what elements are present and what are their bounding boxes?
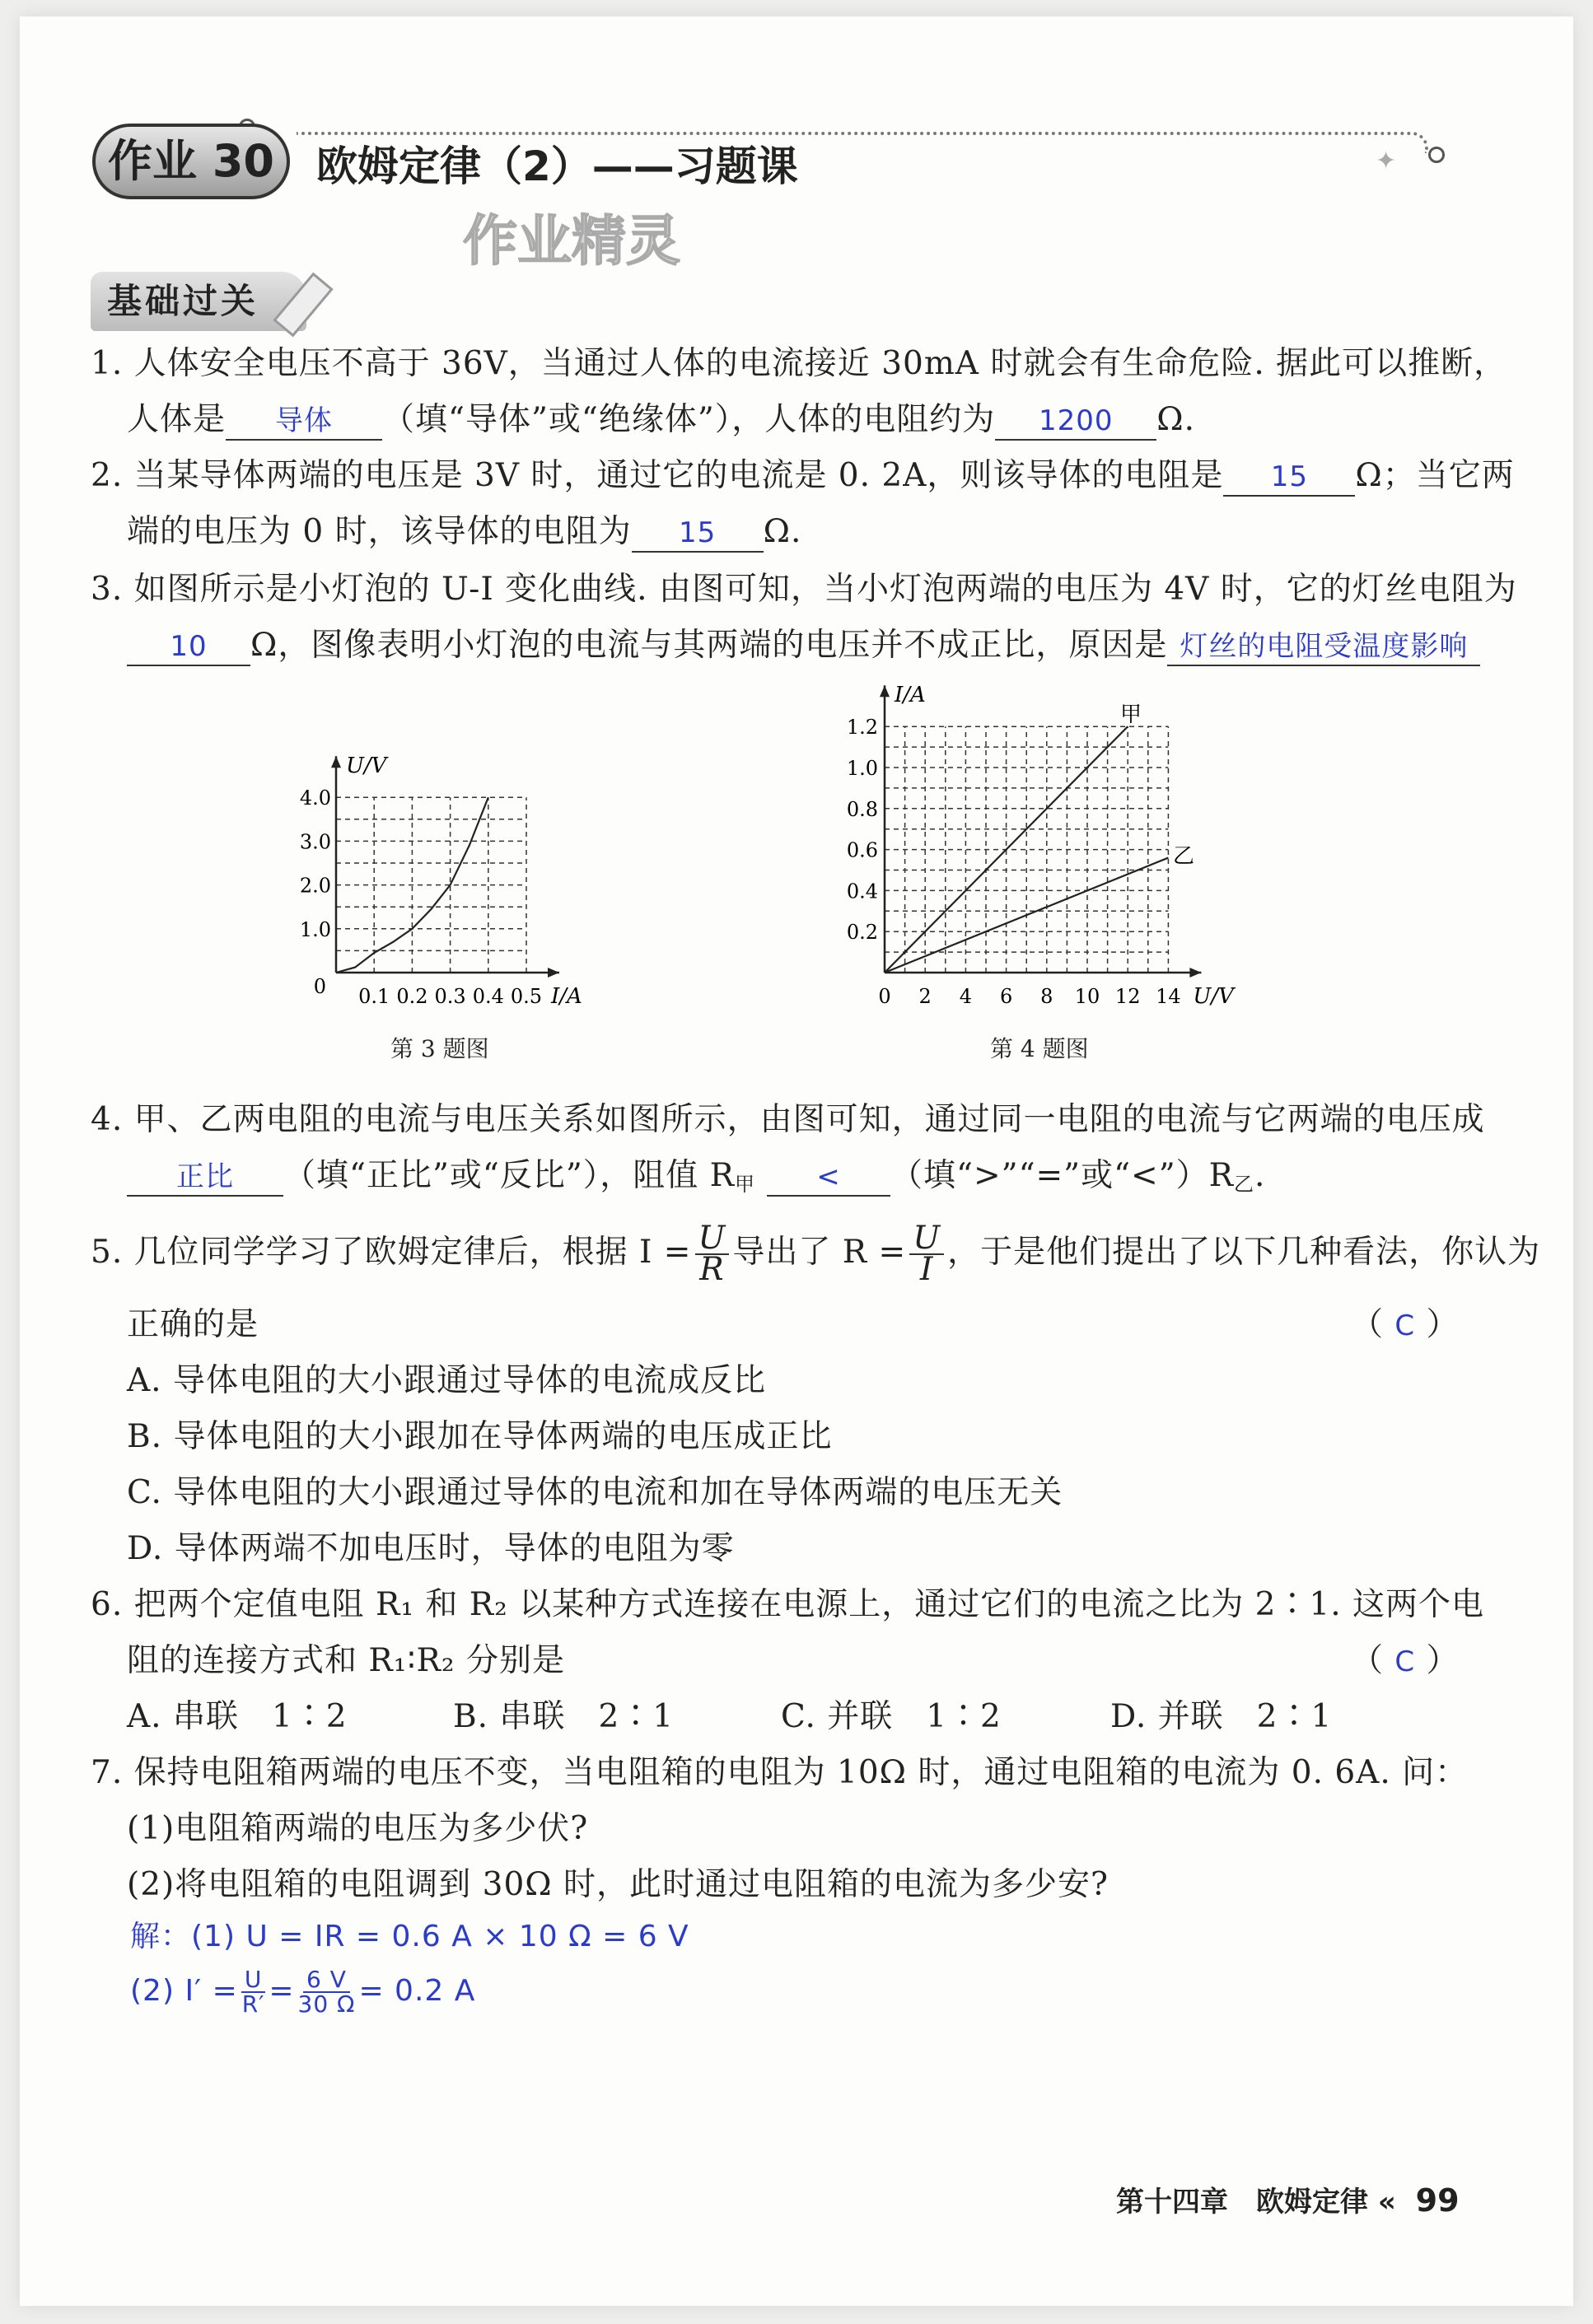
denominator: I	[919, 1251, 934, 1288]
footer	[1116, 2181, 1460, 2222]
series-line-乙	[885, 858, 1168, 973]
q7-line1: 7. 保持电阻箱两端的电压不变，当电阻箱的电阻为 10Ω 时，通过电阻箱的电流为 0. 6A. 问：	[91, 1754, 1469, 1791]
x-axis-label: U/V	[1193, 984, 1234, 1009]
y-axis-label: U/V	[346, 754, 387, 779]
y-tick-label: 1.0	[846, 757, 878, 780]
text: Ω，图像表明小灯泡的电流与其两端的电压并不成正比，原因是	[250, 627, 1168, 664]
x-tick-label: 12	[1114, 985, 1141, 1008]
x-tick-label: 6	[999, 985, 1013, 1008]
text: （填“导体”或“绝缘体”），人体的电阻约为	[382, 401, 996, 438]
chapter-label: 第十四章 欧姆定律	[1116, 2186, 1368, 2219]
text: Ω.	[1156, 401, 1196, 438]
text: 5. 几位同学学习了欧姆定律后，根据 I =	[91, 1234, 692, 1271]
section-heading: 基础过关	[91, 272, 306, 331]
y-tick-label: 4.0	[299, 786, 331, 810]
q6-line2: 阻的连接方式和 R₁∶R₂ 分别是	[127, 1642, 565, 1679]
y-tick-label: 0.2	[846, 921, 878, 945]
fraction-u-over-i	[909, 1220, 944, 1288]
q6-answer-paren[interactable]: （ C ）	[1351, 1642, 1460, 1679]
x-axis-arrow-icon	[548, 968, 559, 978]
sparkle-icon: ✦	[1376, 147, 1397, 175]
text: 人体是	[127, 401, 227, 438]
figure-4-caption: 第 4 题图	[990, 1035, 1089, 1062]
y-tick-label: 2.0	[299, 874, 331, 898]
y-axis-arrow-icon	[880, 685, 890, 697]
figure-3-caption: 第 3 题图	[390, 1035, 489, 1062]
text: =	[269, 1974, 295, 2008]
y-tick-label: 1.0	[299, 917, 331, 941]
y-tick-label: 3.0	[299, 830, 331, 854]
assignment-badge: 作业 30	[92, 124, 290, 199]
text: 导出了 R =	[732, 1234, 907, 1271]
figures	[0, 0, 1593, 1087]
answer: 15	[678, 516, 717, 549]
y-tick-label: 0.4	[846, 880, 878, 903]
x-tick-label: 8	[1040, 985, 1053, 1008]
page-number: 99	[1415, 2182, 1460, 2219]
x-tick-label: 0.2	[396, 985, 428, 1008]
q4-line1: 4. 甲、乙两电阻的电流与电压关系如图所示，由图可知，通过同一电阻的电流与它两端的电压成	[91, 1101, 1485, 1138]
x-tick-label: 0.1	[358, 985, 390, 1008]
x-tick-label: 0	[878, 985, 891, 1008]
y-tick-label: 0.6	[846, 838, 878, 862]
x-tick-label: 0.5	[510, 985, 543, 1008]
answer: 15	[1270, 460, 1308, 493]
q5-option-d[interactable]: D. 导体两端不加电压时，导体的电阻为零	[127, 1530, 735, 1567]
answer: 正比	[176, 1160, 234, 1193]
text: 端的电压为 0 时，该导体的电阻为	[127, 513, 632, 550]
numerator: U	[241, 1968, 266, 1993]
x-tick-label: 0.3	[434, 985, 466, 1008]
chevron-left-icon: «	[1377, 2186, 1396, 2219]
q4-blank-2[interactable]	[767, 1158, 890, 1197]
text: (2) I′ =	[130, 1974, 238, 2008]
q4-blank-1[interactable]	[127, 1158, 283, 1197]
y-tick-label: 0.8	[846, 797, 878, 821]
q5-line1	[91, 1220, 1541, 1288]
x-tick-label: 10	[1074, 985, 1100, 1008]
subscript: 乙	[1234, 1173, 1255, 1196]
fraction-6v-over-30ohm	[298, 1968, 356, 2016]
y-axis-label: I/A	[895, 683, 926, 708]
numerator: 6 V	[303, 1968, 350, 1993]
text: Ω.	[763, 513, 802, 550]
q7-part2: (2)将电阻箱的电阻调到 30Ω 时，此时通过电阻箱的电流为多少安?	[127, 1866, 1109, 1903]
answer: 1200	[1039, 404, 1114, 437]
q4-line2	[127, 1155, 1265, 1206]
page-title: 欧姆定律（2）——习题课	[316, 142, 798, 190]
denominator: R′	[241, 1990, 265, 2018]
q5-answer-paren[interactable]: （ C ）	[1351, 1306, 1460, 1343]
answer: C	[1394, 1309, 1416, 1342]
x-tick-label: 14	[1156, 985, 1181, 1008]
text: Ω；当它两	[1355, 457, 1515, 494]
numerator: U	[695, 1224, 730, 1255]
answer: 10	[170, 630, 208, 663]
q6-option-d[interactable]: D. 并联 2∶1	[1110, 1698, 1333, 1735]
x-tick-label: 4	[959, 985, 973, 1008]
fraction-u-over-r	[695, 1220, 730, 1288]
q5-line2: 正确的是	[127, 1306, 259, 1343]
x-tick-label: 0.4	[472, 985, 504, 1008]
answer: 灯丝的电阻受温度影响	[1180, 630, 1469, 663]
q5-option-c[interactable]: C. 导体电阻的大小跟通过导体的电流和加在导体两端的电压无关	[127, 1474, 1063, 1511]
origin-label: 0	[313, 975, 326, 998]
subscript: 甲	[735, 1173, 756, 1196]
series-label-jia: 甲	[1120, 702, 1142, 727]
text: = 0.2 A	[358, 1974, 476, 2008]
text: .	[1254, 1157, 1266, 1194]
text: （填“正比”或“反比”），阻值 R	[283, 1157, 736, 1194]
text: （填“>”“=”或“<”）R	[890, 1157, 1235, 1194]
q6-option-a[interactable]: A. 串联 1∶2	[127, 1698, 348, 1735]
numerator: U	[909, 1224, 944, 1255]
x-tick-label: 2	[918, 985, 932, 1008]
q3-line1: 3. 如图所示是小灯泡的 U-I 变化曲线. 由图可知，当小灯泡两端的电压为 4V 时，它的灯丝电阻为	[91, 571, 1517, 608]
answer: 导体	[275, 404, 334, 437]
x-axis-label: I/A	[551, 984, 582, 1009]
answer: <	[816, 1160, 841, 1193]
series-label-yi: 乙	[1173, 844, 1195, 869]
denominator: 30 Ω	[297, 1990, 356, 2018]
x-axis-arrow-icon	[1189, 968, 1201, 978]
q6-option-b[interactable]: B. 串联 2∶1	[453, 1698, 675, 1735]
y-axis-arrow-icon	[331, 756, 341, 768]
q6-option-c[interactable]: C. 并联 1∶2	[781, 1698, 1002, 1735]
watermark: 作业精灵	[463, 209, 680, 273]
denominator: R	[699, 1251, 725, 1288]
q5-option-b[interactable]: B. 导体电阻的大小跟加在导体两端的电压成正比	[127, 1418, 833, 1455]
q7-part1: (1)电阻箱两端的电压为多少伏?	[127, 1810, 589, 1847]
q6-line1: 6. 把两个定值电阻 R₁ 和 R₂ 以某种方式连接在电源上，通过它们的电流之比为 2∶1. 这两个电	[91, 1586, 1485, 1623]
fraction-u-over-r-prime	[241, 1968, 266, 2016]
q7-solution-2	[130, 1965, 475, 2018]
text: 2. 当某导体两端的电压是 3V 时，通过它的电流是 0. 2A，则该导体的电阻是	[91, 457, 1224, 494]
q1-line1: 1. 人体安全电压不高于 36V，当通过人体的电流接近 30mA 时就会有生命危险. 据此可以推断，	[91, 345, 1507, 382]
q7-solution-1: 解：(1) U = IR = 0.6 A × 10 Ω = 6 V	[130, 1920, 689, 1953]
text: ，于是他们提出了以下几种看法，你认为	[947, 1234, 1541, 1271]
y-tick-label: 1.2	[846, 716, 878, 740]
answer: C	[1394, 1645, 1416, 1678]
q5-option-a[interactable]: A. 导体电阻的大小跟通过导体的电流成反比	[127, 1362, 766, 1399]
